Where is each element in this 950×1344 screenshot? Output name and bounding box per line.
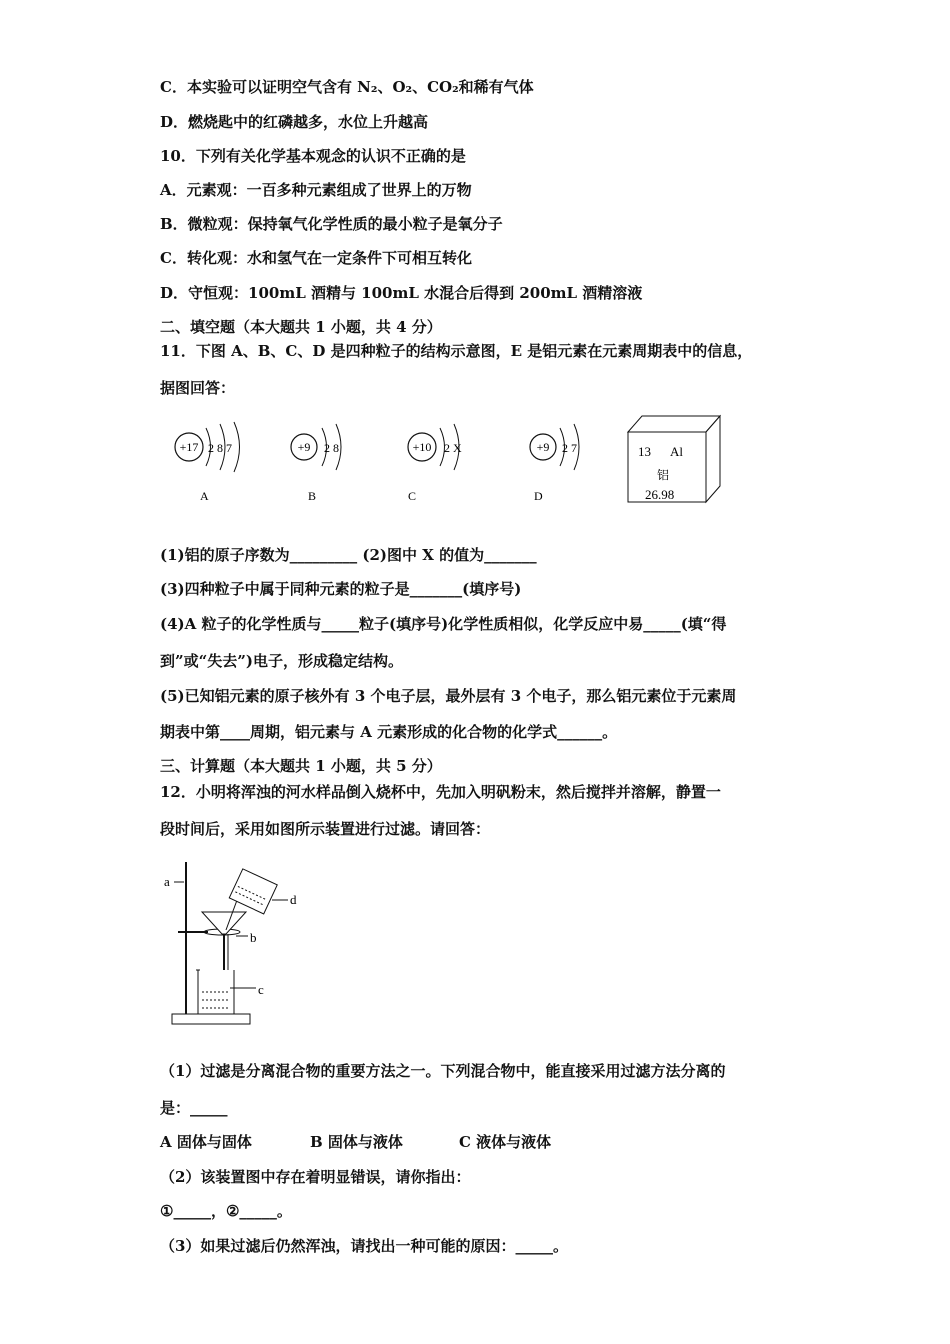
atom-c-nucleus: +10 — [412, 440, 432, 454]
q10-stem: 10．下列有关化学基本观念的认识不正确的是 — [160, 147, 466, 165]
label-c: c — [258, 982, 264, 997]
q12-part-2: （2）该装置图中存在着明显错误，请你指出： — [160, 1168, 471, 1186]
q11-part-5-line2: 期表中第____周期，铝元素与 A 元素形成的化合物的化学式______。 — [160, 723, 618, 741]
q11-part-4-line2: 到”或“失去”)电子，形成稳定结构。 — [160, 652, 403, 670]
section-3-heading: 三、计算题（本大题共 1 小题，共 5 分） — [160, 757, 442, 775]
atom-b-label: B — [308, 489, 317, 503]
element-atomic-mass: 26.98 — [645, 487, 675, 502]
atom-c-label: C — [408, 489, 417, 503]
element-cell-aluminum — [628, 416, 720, 502]
q9-option-d: D．燃烧匙中的红磷越多，水位上升越高 — [160, 113, 429, 131]
q12-part-2-blanks: ①_____，②_____。 — [160, 1202, 292, 1220]
filtration-apparatus — [160, 852, 320, 1030]
atom-d-label: D — [534, 489, 543, 503]
q12-choice-b: B 固体与液体 — [310, 1133, 403, 1151]
q11-part-1-2: (1)铝的原子序数为_________ (2)图中 X 的值为_______ — [160, 546, 537, 564]
label-a: a — [164, 874, 170, 889]
atom-d — [530, 424, 579, 503]
label-b: b — [250, 930, 257, 945]
atom-a-nucleus: +17 — [179, 440, 199, 454]
q12-choice-a: A 固体与固体 — [160, 1133, 252, 1151]
q11-stem-line2: 据图回答： — [160, 379, 236, 397]
atom-c-shells: 2 X — [444, 441, 462, 455]
q12-choice-c: C 液体与液体 — [459, 1133, 552, 1151]
element-symbol: Al — [670, 444, 683, 459]
atom-d-nucleus: +9 — [536, 440, 550, 454]
label-d: d — [290, 892, 297, 907]
atom-a-label: A — [200, 489, 209, 503]
q10-option-d: D．守恒观：100mL 酒精与 100mL 水混合后得到 200mL 酒精溶液 — [160, 284, 643, 302]
atom-b-nucleus: +9 — [297, 440, 311, 454]
element-atomic-number: 13 — [638, 444, 651, 459]
q10-option-a: A．元素观：一百多种元素组成了世界上的万物 — [160, 181, 472, 199]
atom-c — [408, 424, 462, 503]
q12-part-3: （3）如果过滤后仍然浑浊，请找出一种可能的原因：_____。 — [160, 1237, 568, 1255]
atom-structure-diagrams — [160, 410, 730, 510]
q11-part-3: (3)四种粒子中属于同种元素的粒子是_______(填序号) — [160, 580, 522, 598]
q9-option-c: C．本实验可以证明空气含有 N₂、O₂、CO₂和稀有气体 — [160, 78, 534, 96]
q12-part-1-line1: （1）过滤是分离混合物的重要方法之一。下列混合物中，能直接采用过滤方法分离的 — [160, 1062, 726, 1080]
q10-option-b: B．微粒观：保持氧气化学性质的最小粒子是氧分子 — [160, 215, 503, 233]
atom-a-shells: 2 8 7 — [208, 441, 232, 455]
q12-stem-line1: 12．小明将浑浊的河水样品倒入烧杯中，先加入明矾粉末，然后搅拌并溶解，静置一 — [160, 783, 721, 801]
element-name: 铝 — [657, 468, 670, 482]
q12-part-1-line2: 是：_____ — [160, 1099, 228, 1117]
q12-stem-line2: 段时间后，采用如图所示装置进行过滤。请回答： — [160, 820, 491, 838]
q11-part-4-line1: (4)A 粒子的化学性质与_____粒子(填序号)化学性质相似，化学反应中易_____(填“得 — [160, 615, 727, 633]
q11-part-5-line1: (5)已知铝元素的原子核外有 3 个电子层，最外层有 3 个电子，那么铝元素位于元素周 — [160, 687, 737, 705]
atom-b — [291, 424, 341, 503]
atom-a — [175, 422, 240, 503]
atom-b-shells: 2 8 — [324, 441, 339, 455]
atom-d-shells: 2 7 — [562, 441, 577, 455]
q10-option-c: C．转化观：水和氢气在一定条件下可相互转化 — [160, 249, 472, 267]
q11-stem-line1: 11．下图 A、B、C、D 是四种粒子的结构示意图，E 是铝元素在元素周期表中的信息， — [160, 342, 753, 360]
section-2-heading: 二、填空题（本大题共 1 小题，共 4 分） — [160, 318, 442, 336]
